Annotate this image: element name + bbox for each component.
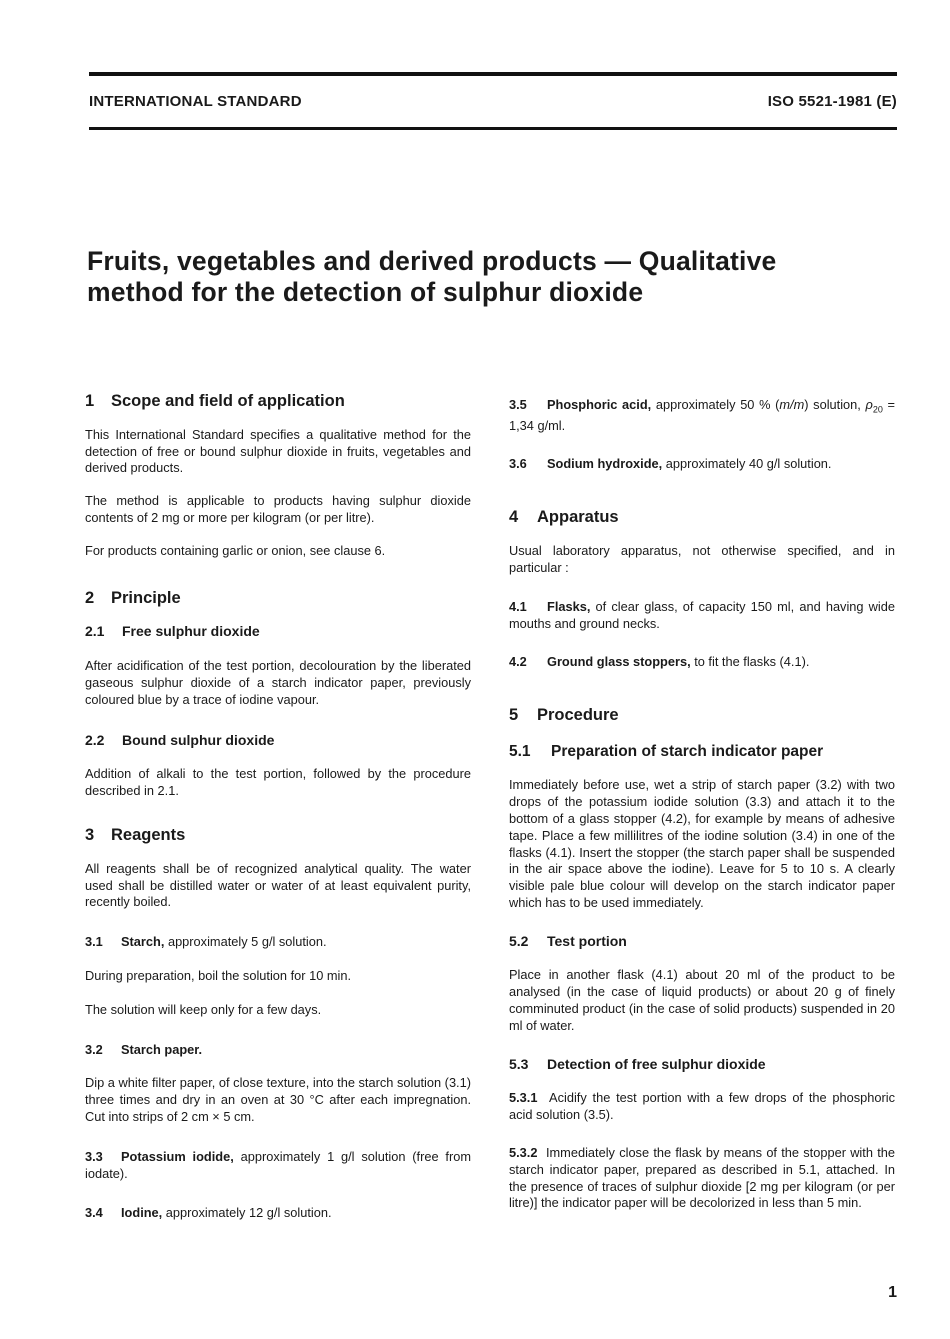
section-1-title: Scope and field of application (111, 392, 345, 410)
reagent-3-5-density-value: = 1,34 g/ml. (509, 397, 896, 434)
subsection-5-2-heading (509, 933, 895, 950)
reagent-3-4 (85, 1205, 471, 1222)
subsection-2-2-number: 2.2 (85, 731, 105, 748)
apparatus-4-1-term: Flasks, (547, 599, 591, 615)
subsection-2-2-text: Addition of alkali to the test portion, followed by the procedure described in 2.1. (85, 766, 471, 799)
section-3-heading (85, 827, 471, 844)
subsection-5-1-heading (509, 744, 895, 761)
reagent-3-6-text: approximately 40 g/l solution. (662, 456, 832, 472)
section-1-number: 1 (85, 392, 95, 410)
subsection-5-3-2-number: 5.3.2 (509, 1145, 538, 1161)
section-3-title: Reagents (111, 825, 186, 844)
subsection-5-1-text: Immediately before use, wet a strip of starch paper (3.2) with two drops of the potassium iodide solution (3.3) and attach it to the bottom of a glass stopper (4.2), for example by means of adhesive tape. Place a few millilitres of the iodine solution (3.4) in one of the flasks (4.1). Insert the stopper (the starch paper shall be suspended in the air space above the iodine). Leave for 5 to 10 s. A clearly visible pale blue colour will develop on the starch indicator paper which has to be used immediately. (509, 777, 895, 910)
header-rule-top (89, 72, 897, 76)
apparatus-4-1 (509, 599, 895, 633)
reagent-3-5-text-a: approximately 50 % ( (651, 397, 780, 412)
section-2-number: 2 (85, 588, 95, 607)
section-1-paragraph-1: This International Standard specifies a qualitative method for the detection of free or bound sulphur dioxide in fruits, vegetables and derived products. (85, 426, 471, 476)
reagent-3-5 (509, 397, 895, 435)
reagent-3-3-text: approximately 1 g/l solution (free from iodate). (85, 1148, 471, 1181)
reagent-3-4-number: 3.4 (85, 1205, 103, 1221)
reagent-3-3-term: Potassium iodide, (121, 1148, 234, 1164)
reagent-3-6 (509, 456, 895, 473)
standard-number: ISO 5521-1981 (E) (767, 93, 897, 110)
subsection-5-3-2-text: Immediately close the flask by means of the stopper with the starch indicator paper, prepared as described in 5.1, attached. In the presence of traces of sulphur dioxide [2 mg per kilogram (or per litre)] the indicator paper will be decolorized in less than 5 min. (509, 1145, 895, 1211)
apparatus-4-1-number: 4.1 (509, 599, 527, 615)
reagent-3-2-number: 3.2 (85, 1041, 103, 1057)
subsection-2-2-heading (85, 732, 471, 749)
subsection-2-1-title: Free sulphur dioxide (122, 623, 260, 640)
section-2-heading (85, 590, 471, 607)
reagent-3-4-text: approximately 12 g/l solution. (162, 1205, 332, 1221)
subsection-5-3-number: 5.3 (509, 1055, 529, 1072)
subsection-2-1-heading (85, 623, 471, 640)
apparatus-4-1-text: of clear glass, of capacity 150 ml, and having wide mouths and ground necks. (509, 599, 895, 632)
reagent-3-2-text: Dip a white filter paper, of close texture, into the starch solution (3.1) three times and dry in an oven at 30 °C after each impregnation. Cut into strips of 2 cm × 5 cm. (85, 1075, 471, 1124)
reagent-3-1-text: approximately 5 g/l solution. (164, 934, 327, 950)
section-4-heading (509, 509, 895, 526)
reagent-3-5-density-subscript: 20 (872, 404, 883, 415)
reagent-3-3-number: 3.3 (85, 1148, 103, 1164)
subsection-5-3-1 (509, 1090, 895, 1124)
page-number: 1 (888, 1284, 897, 1301)
reagent-3-5-mass-fraction: m/m (779, 397, 805, 412)
section-5-title: Procedure (537, 705, 619, 724)
reagent-3-5-text-b: ) solution, (804, 397, 861, 412)
subsection-5-2-text: Place in another flask (4.1) about 20 ml of the product to be analysed (in the case of liquid products) or about 20 g of finely comminuted product (in the case of solid products) suspended in 20 ml of water. (509, 967, 895, 1033)
title-line-2: method for the detection of sulphur dioxide (87, 277, 644, 307)
subsection-5-2-title: Test portion (547, 932, 627, 949)
subsection-2-2-title: Bound sulphur dioxide (122, 731, 275, 748)
subsection-2-1-number: 2.1 (85, 623, 105, 640)
section-4-intro: Usual laboratory apparatus, not otherwise specified, and in particular : (509, 542, 895, 575)
subsection-5-2-number: 5.2 (509, 932, 529, 949)
reagent-3-1-number: 3.1 (85, 934, 103, 950)
section-5-heading (509, 707, 895, 724)
section-1-paragraph-2: The method is applicable to products having sulphur dioxide contents of 2 mg or more per kilogram (or per litre). (85, 493, 471, 525)
standard-type: INTERNATIONAL STANDARD (89, 93, 302, 110)
subsection-5-1-title: Preparation of starch indicator paper (551, 742, 824, 760)
left-column (85, 393, 471, 1222)
section-3-intro: All reagents shall be of recognized analytical quality. The water used shall be distilled water or water of at least equivalent purity, recently boiled. (85, 860, 471, 910)
subsection-5-3-1-text: Acidify the test portion with a few drops of the phosphoric acid solution (3.5). (509, 1090, 895, 1123)
reagent-3-5-density-symbol: ρ (865, 397, 873, 412)
section-2-title: Principle (111, 588, 181, 607)
section-3-number: 3 (85, 825, 95, 844)
section-1-paragraph-3: For products containing garlic or onion, see clause 6. (85, 542, 386, 558)
section-1-heading (85, 393, 471, 410)
reagent-3-3 (85, 1149, 471, 1183)
section-4-number: 4 (509, 507, 519, 526)
subsection-5-3-1-number: 5.3.1 (509, 1090, 538, 1106)
reagent-3-1-term: Starch, (121, 934, 165, 950)
reagent-3-5-term: Phosphoric acid, (547, 397, 652, 412)
right-column (509, 393, 895, 1212)
document-title (87, 246, 867, 308)
subsection-5-3-title: Detection of free sulphur dioxide (547, 1055, 766, 1072)
header-rule-bottom (89, 127, 897, 130)
apparatus-4-2-term: Ground glass stoppers, (547, 653, 691, 669)
reagent-3-2-term: Starch paper. (121, 1041, 203, 1057)
reagent-3-1-note-2: The solution will keep only for a few days. (85, 1001, 322, 1017)
reagent-3-1 (85, 934, 471, 951)
reagent-3-1-note-1: During preparation, boil the solution for 10 min. (85, 967, 352, 983)
section-5-number: 5 (509, 705, 519, 724)
subsection-2-1-text: After acidification of the test portion, decolouration by the liberated gaseous sulphur dioxide of a starch indicator paper, previously coloured blue by a trace of iodine vapour. (85, 658, 471, 707)
subsection-5-3-heading (509, 1056, 895, 1073)
title-line-1: Fruits, vegetables and derived products — Qualitative (87, 246, 777, 276)
section-4-title: Apparatus (537, 507, 619, 526)
subsection-5-3-2 (509, 1145, 895, 1212)
reagent-3-5-number: 3.5 (509, 397, 527, 412)
reagent-3-6-term: Sodium hydroxide, (547, 456, 663, 472)
reagent-3-6-number: 3.6 (509, 456, 527, 472)
reagent-3-4-term: Iodine, (121, 1205, 163, 1221)
subsection-5-1-number: 5.1 (509, 742, 531, 760)
apparatus-4-2 (509, 654, 895, 671)
apparatus-4-2-text: to fit the flasks (4.1). (690, 653, 810, 669)
reagent-3-2 (85, 1042, 471, 1059)
apparatus-4-2-number: 4.2 (509, 653, 527, 669)
